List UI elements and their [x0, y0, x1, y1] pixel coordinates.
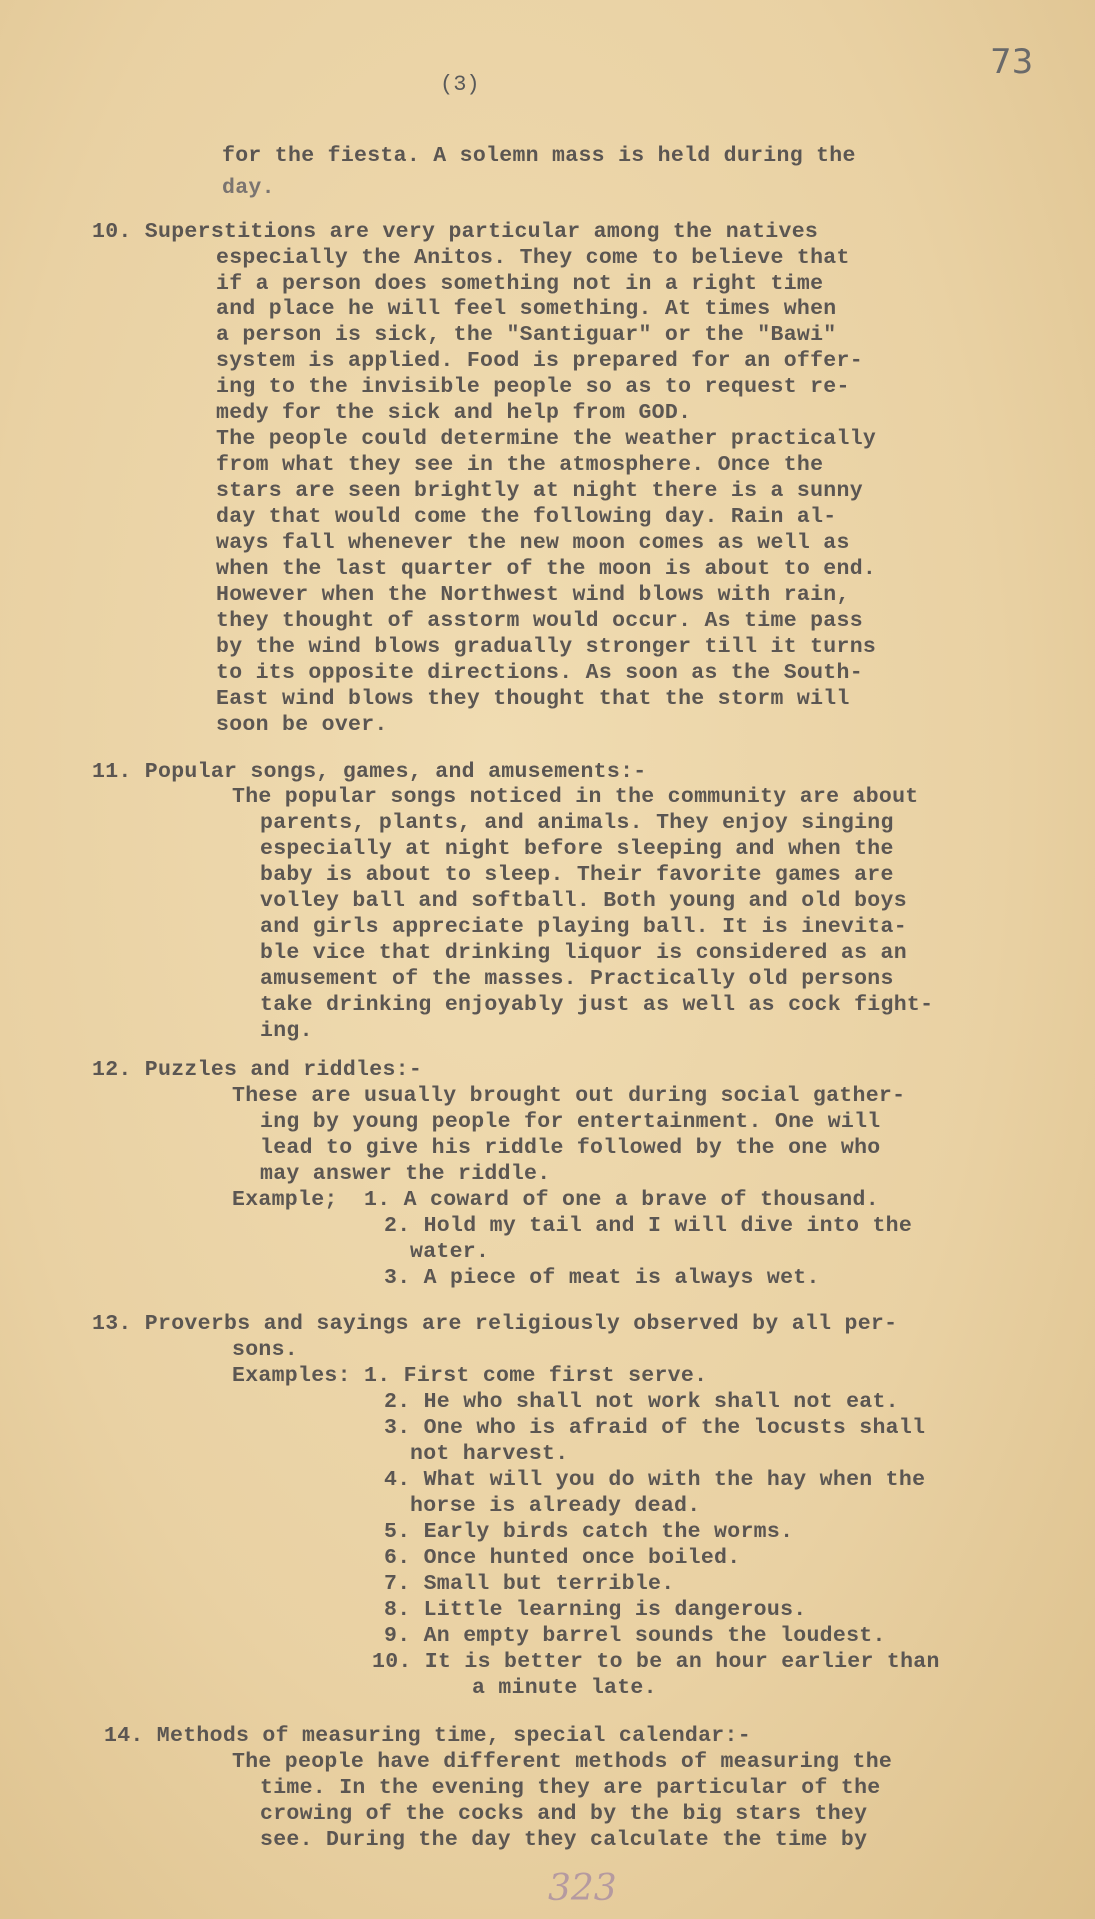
text-line: take drinking enjoyably just as well as cock fight- — [260, 993, 934, 1017]
text-line: 6. Once hunted once boiled. — [384, 1546, 741, 1570]
text-line: parents, plants, and animals. They enjoy singing — [260, 811, 894, 835]
text-line: especially the Anitos. They come to believe that — [216, 246, 850, 270]
text-line: The people have different methods of measuring the — [232, 1750, 893, 1774]
text-line: and place he will feel something. At times when — [216, 297, 837, 321]
text-line: for the fiesta. A solemn mass is held during the — [222, 144, 856, 168]
text-line: volley ball and softball. Both young and old boys — [260, 889, 907, 913]
page-number-top: 73 — [990, 42, 1034, 82]
text-line: crowing of the cocks and by the big stars they — [260, 1802, 868, 1826]
text-line: These are usually brought out during social gather- — [232, 1084, 906, 1108]
text-line: by the wind blows gradually stronger till it turns — [216, 635, 877, 659]
text-line: East wind blows they thought that the storm will — [216, 687, 850, 711]
text-line: horse is already dead. — [410, 1494, 701, 1518]
text-line: 5. Early birds catch the worms. — [384, 1520, 794, 1544]
text-line: The people could determine the weather practically — [216, 427, 877, 451]
text-line: day that would come the following day. Rain al- — [216, 505, 837, 529]
text-line: system is applied. Food is prepared for an offer- — [216, 349, 863, 373]
text-line: stars are seen brightly at night there is a sunny — [216, 479, 863, 503]
text-line: ble vice that drinking liquor is considered as an — [260, 941, 907, 965]
text-line: 13. Proverbs and sayings are religiously observed by all per- — [92, 1312, 898, 1336]
text-line: may answer the riddle. — [260, 1162, 551, 1186]
text-line: a person is sick, the "Santiguar" or the "Bawi" — [216, 323, 837, 347]
text-line: ing to the invisible people so as to request re- — [216, 375, 850, 399]
text-line: ing. — [260, 1019, 313, 1043]
text-line: medy for the sick and help from GOD. — [216, 401, 692, 425]
text-line: amusement of the masses. Practically old persons — [260, 967, 894, 991]
text-line: see. During the day they calculate the time by — [260, 1828, 868, 1852]
text-line: and girls appreciate playing ball. It is inevita- — [260, 915, 907, 939]
text-line: to its opposite directions. As soon as the South- — [216, 661, 863, 685]
text-line: Examples: 1. First come first serve. — [232, 1364, 708, 1388]
text-line: ways fall whenever the new moon comes as well as — [216, 531, 850, 555]
text-line: 4. What will you do with the hay when the — [384, 1468, 926, 1492]
text-line: 14. Methods of measuring time, special calendar:- — [104, 1724, 751, 1748]
text-line: 9. An empty barrel sounds the loudest. — [384, 1624, 886, 1648]
text-line: sons. — [232, 1338, 299, 1362]
text-line: 3. A piece of meat is always wet. — [384, 1266, 820, 1290]
text-line: especially at night before sleeping and when the — [260, 837, 894, 861]
text-line: from what they see in the atmosphere. Once the — [216, 453, 824, 477]
text-line: soon be over. — [216, 713, 388, 737]
text-line: The popular songs noticed in the community are about — [232, 785, 919, 809]
text-line: they thought of asstorm would occur. As time pass — [216, 609, 863, 633]
text-line: if a person does something not in a right time — [216, 272, 824, 296]
text-line: 11. Popular songs, games, and amusements:- — [92, 760, 647, 784]
text-line: time. In the evening they are particular of the — [260, 1776, 881, 1800]
text-line: 3. One who is afraid of the locusts shall — [384, 1416, 926, 1440]
text-line: 10. It is better to be an hour earlier than — [372, 1650, 940, 1674]
text-line: when the last quarter of the moon is about to end. — [216, 557, 877, 581]
text-line: 8. Little learning is dangerous. — [384, 1598, 807, 1622]
text-line: Example; 1. A coward of one a brave of thousand. — [232, 1188, 879, 1212]
text-line: not harvest. — [410, 1442, 569, 1466]
text-line: 10. Superstitions are very particular among the natives — [92, 220, 819, 244]
text-line: 2. Hold my tail and I will dive into the — [384, 1214, 913, 1238]
text-line: However when the Northwest wind blows with rain, — [216, 583, 850, 607]
text-line: baby is about to sleep. Their favorite games are — [260, 863, 894, 887]
text-line: 12. Puzzles and riddles:- — [92, 1058, 423, 1082]
text-line: day. — [222, 176, 275, 200]
text-line: a minute late. — [472, 1676, 657, 1700]
text-line: 2. He who shall not work shall not eat. — [384, 1390, 899, 1414]
section-number: (3) — [440, 72, 480, 97]
text-line: ing by young people for entertainment. One will — [260, 1110, 881, 1134]
text-line: 7. Small but terrible. — [384, 1572, 675, 1596]
text-line: lead to give his riddle followed by the one who — [260, 1136, 881, 1160]
page-number-bottom: 323 — [548, 1868, 617, 1909]
text-line: water. — [410, 1240, 490, 1264]
